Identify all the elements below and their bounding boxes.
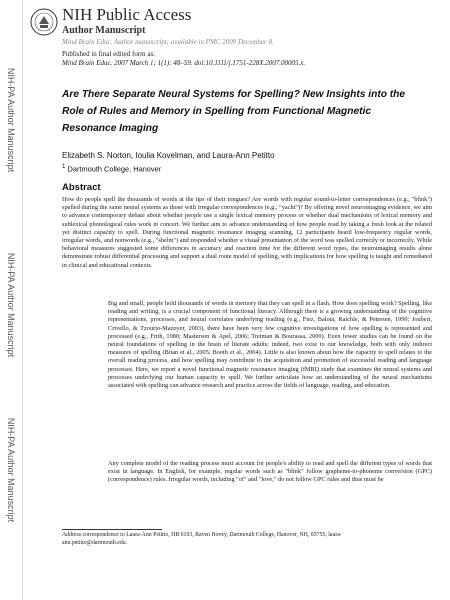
author-list	[62, 150, 432, 161]
abstract-heading: Abstract	[62, 182, 101, 193]
article-title: Are There Separate Neural Systems for Spelling? New Insights into the Role of Rules and Memory in Spelling from Functional Magnetic Resonance Imaging	[62, 89, 406, 134]
published-label: Published in final edited form as:	[62, 50, 156, 58]
nih-public-access-title: NIH Public Access	[62, 5, 192, 24]
authors-text: Elizabeth S. Norton, Ioulia Kovelman, and Laura-Ann Petitto	[62, 151, 275, 160]
publication-info	[62, 50, 432, 68]
body-paragraph-2: Any complete model of the reading process must account for people's ability to read and spell the different types of words that exist in language. In English, for example, regular words such as "blink" follow grapheme-to-phoneme conversion (GPC) (correspondence) rules. Irregular words, including "of" and "love," do not follow GPC rules and thus must be	[108, 460, 432, 484]
abstract-text: How do people spell the thousands of words at the tips of their tongues? Are words with regular sound-to-letter correspondences (e.g., "blink") spelled during the same neural systems as those with irregular correspondences (e.g., "yacht")? By offering novel neuroimaging evidence, we aim to advance contemporary debate about whether people use a single lexical memory process or whether dual mechanisms of lexical memory and sublexical phonological rules work in concert. We further aim to advance understanding of how people read by taking a fresh look at the related yet distinct capacity to spell. During functional magnetic resonance imaging scanning, 12 participants heard low-frequency regular words, irregular words, and nonwords (e.g., "shelm") and responded whether a visual presentation of the word was spelled correctly or incorrectly. While behavioral measures suggested some differences in accuracy and reaction time for the different word types, the neuroimaging results alone demonstrate robust differential processing and support a dual route model of spelling, with implications for how spelling is taught and remediated in clinical and educational contexts.	[62, 196, 432, 269]
correspondence-footnote: Address correspondence to Laura-Ann Petitto, HB 6103, Raven Hovey, Dartmouth College, Hanover, NH, 03755; laura-ann.petitto@dartmouth.edu.	[62, 532, 342, 546]
affiliation: $^1$ Dartmouth College, Hanover	[62, 163, 162, 174]
nih-seal-icon	[30, 8, 58, 36]
citation: Mind Brain Educ. 2007 March 1; 1(1): 48–59. doi:10.1111/j.1751-228X.2007.00005.x.	[62, 59, 306, 67]
author-manuscript-label: Author Manuscript	[62, 25, 146, 36]
affiliation-text: Dartmouth College, Hanover	[67, 164, 162, 174]
availability-note: Mind Brain Educ. Author manuscript; available in PMC 2009 December 8.	[62, 38, 274, 46]
footnote-divider	[62, 529, 162, 530]
journal-header	[62, 6, 432, 47]
body-paragraph-1: Big and small, people hold thousands of words in memory that they can spell in a flash. How does spelling work? Spelling, like reading and writing, is a crucial component of functional literacy. Although there is a growing understanding of the cognitive representations, processes, and neural correlates underlying reading (e.g., Fiez, Balota, Raichle, & Petersen, 1999; Joubert, Crivello, & Tzourio-Mazoyer, 2003), there have been very few cognitive investigations of how spelling is represented and processed (e.g., Frith, 1980; Masterson & Apel, 2006; Treiman & Bourassa, 2000). Even fewer studies can be found on the neural foundations of spelling in the brain of literate adults; indeed, two exist to our knowledge, both with only indirect measures of spelling (Bitan et al., 2005; Booth et al., 2004). Little is also known about how the capacity to spell relates to the overall reading process, and how spelling may contribute to the acquisition and promotion of successful reading and language processes. Here, we report a novel functional magnetic resonance imaging (fMRI) study that examines the neural systems and processes underlying our human capacity to spell. We further articulate how an understanding of the neural mechanisms associated with spelling can advance research and practice across the fields of language, reading, and education.	[108, 300, 432, 390]
